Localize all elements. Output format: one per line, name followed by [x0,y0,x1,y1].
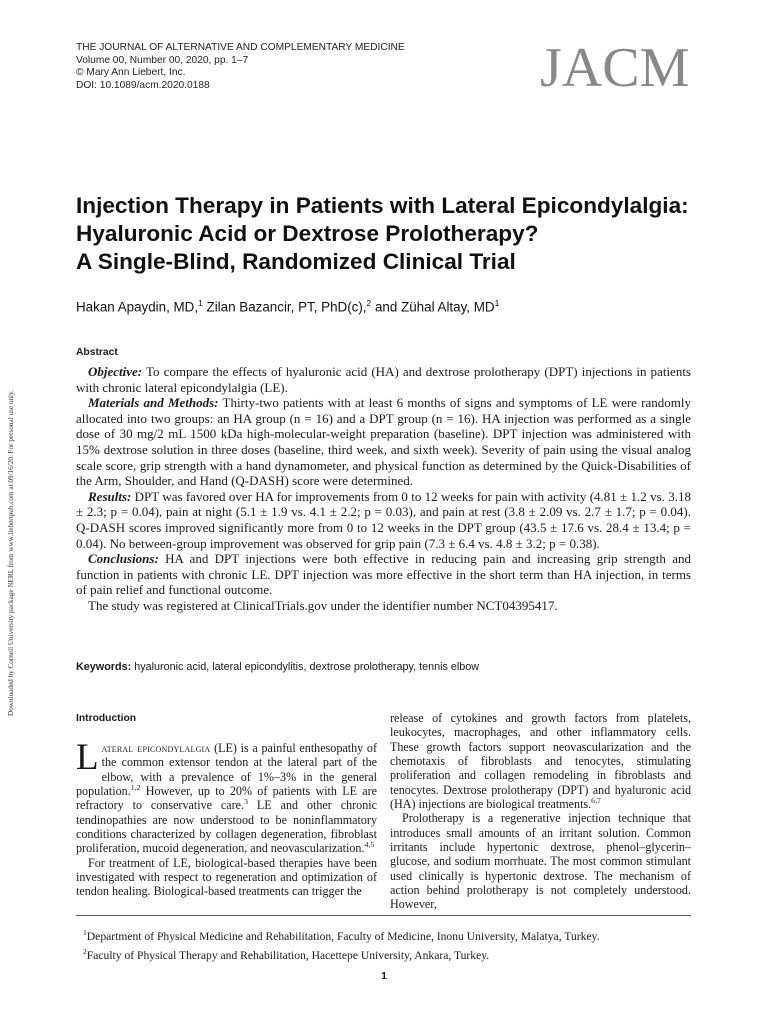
author-affiliation-mark: 1 [494,298,500,308]
footnote-text: Faculty of Physical Therapy and Rehabilitation, Hacettepe University, Ankara, Turkey. [86,948,490,962]
footnote [83,944,600,963]
article-title [76,192,716,276]
journal-volume: Volume 00, Number 00, 2020, pp. 1–7 [76,54,249,66]
journal-doi[interactable]: DOI: 10.1089/acm.2020.0188 [76,79,210,91]
title-line: Hyaluronic Acid or Dextrose Prolotherapy? [76,221,539,246]
lead-smallcaps: ateral epicondylalgia [101,741,211,755]
methods-label: Materials and Methods: [88,395,219,411]
author-name: and Zühal Altay, MD [371,299,495,315]
affiliation-footnotes [83,925,600,963]
citation-ref[interactable]: 3 [244,797,248,807]
footnote [83,925,600,944]
intro-paragraph [76,737,377,856]
keywords [76,661,479,673]
citation-ref[interactable]: 6,7 [591,796,601,806]
body-column-right [390,711,691,912]
keywords-text: hyaluronic acid, lateral epicondylitis, dextrose prolotherapy, tennis elbow [131,661,480,673]
abstract-results [76,489,691,551]
download-notice [6,296,18,716]
intro-paragraph: For treatment of LE, biological-based therapies have been investigated with respect to regeneration and optimization of tendon healing. Biological-based treatments can trigger the [76,855,377,899]
drop-cap: L [76,737,99,778]
introduction-heading: Introduction [76,713,137,724]
intro-paragraph [390,711,691,811]
body-column-left [76,737,377,899]
objective-text: To compare the effects of hyaluronic acid (HA) and dextrose prolotherapy (DPT) injections in patients with chronic lateral epicondylalgia (LE). [76,364,691,395]
abstract-objective [76,364,691,395]
abstract-methods [76,395,691,489]
citation-ref[interactable]: 1,2 [130,783,141,792]
author-name: Zilan Bazancir, PT, PhD(c), [202,299,367,315]
conclusions-label: Conclusions: [88,551,159,567]
citation-ref[interactable]: 4,5 [364,840,375,850]
conclusions-text: HA and DPT injections were both effective in reducing pain and increasing grip strength and function in patients with chronic LE. DPT injection was more effective in the short term than HA injection, in terms of pain relief and functional outcome. [76,551,691,598]
intro-text: release of cytokines and growth factors from platelets, leukocytes, macrophages, and other inflammatory cells. These growth factors support neovascularization and the chemotaxis of fibroblasts and tenocytes, stimulating proliferation and collagen remodeling in fibroblasts and tenocytes. Dextrose prolotherapy (DPT) and hyaluronic acid (HA) injections are biological treatments. [390,711,691,812]
abstract-body [76,364,691,614]
author-affiliation-mark: 1 [198,298,203,308]
keywords-label: Keywords: [76,661,132,673]
objective-label: Objective: [88,364,143,379]
title-line: Injection Therapy in Patients with Lateral Epicondylalgia: [76,193,689,218]
intro-text: LE and other chronic tendinopathies are now understood to be noninflammatory conditions characterized by collagen degeneration, fibroblast proliferation, mucoid degeneration, and neovascularization. [76,798,377,856]
title-line: A Single-Blind, Randomized Clinical Trial [76,249,516,274]
author-affiliation-mark: 2 [366,298,372,308]
journal-name: THE JOURNAL OF ALTERNATIVE AND COMPLEMENTARY MEDICINE [76,42,405,53]
intro-text: (LE) is a painful enthesopathy of the common extensor tendon at the lateral part of the elbow, with a prevalence of 1%–3% in the general population. [76,741,377,799]
journal-logo: JACM [540,37,690,99]
author-list [76,298,499,314]
footnote-mark: 2 [83,946,87,956]
intro-paragraph: Prolotherapy is a regenerative injection technique that introduces small amounts of an irritant solution. Common irritants include hypertonic dextrose, phenol–glycerin–glucose, and sodium morrhuate. The most common stimulant used clinically is hypertonic dextrose. The mechanism of action behind prolotherapy is not completely understood. However, [390,811,691,912]
methods-text: Thirty-two patients with at least 6 months of signs and symptoms of LE were randomly allocated into two groups: an HA group (n = 16) and a DPT group (n = 16). HA injection was performed as a single dose of 30 mg/2 mL 1500 kDa high-molecular-weight preparation (baseline). DPT injection was administered with 15% dextrose solution in three doses (baseline, third week, and sixth week). Severity of pain using the visual analog scale score, grip strength with a hand dynamometer, and physical function as determined by the Quick-Disabilities of the Arm, Shoulder, and Hand (Q-DASH) score were determined. [76,395,691,489]
download-notice-text: Downloaded by Cornell University package NERL from www.liebertpub.com at 09/16/20. For personal use only. [7,390,15,716]
results-text: DPT was favored over HA for improvements from 0 to 12 weeks for pain with activity (4.81 ± 1.2 vs. 3.18 ± 2.3; p = 0.04), pain at night (5.1 ± 1.9 vs. 4.1 ± 2.2; p = 0.03), and pain at rest (3.8 ± 2.09 vs. 2.7 ± 1.7; p = 0.04). Q-DASH scores improved significantly more from 0 to 12 weeks in the DPT group (43.5 ± 17.6 vs. 28.4 ± 13.4; p = 0.04). No between-group improvement was observed for grip pain (7.3 ± 6.4 vs. 4.8 ± 3.2; p = 0.38). [76,488,691,551]
footnote-divider [76,915,691,916]
footnote-mark: 1 [83,928,87,937]
abstract-heading: Abstract [76,347,118,358]
author-name: Hakan Apaydin, MD, [76,299,199,315]
journal-copyright: © Mary Ann Liebert, Inc. [76,67,186,79]
abstract-registration: The study was registered at ClinicalTrials.gov under the identifier number NCT04395417. [88,597,558,613]
page-number: 1 [381,970,387,982]
footnote-text: Department of Physical Medicine and Rehabilitation, Faculty of Medicine, Inonu University, Malatya, Turkey. [86,929,600,943]
results-label: Results: [88,488,132,504]
journal-header [76,42,405,92]
abstract-conclusions [76,551,691,598]
intro-text: However, up to 20% of patients with LE are refractory to conservative care. [76,784,377,813]
